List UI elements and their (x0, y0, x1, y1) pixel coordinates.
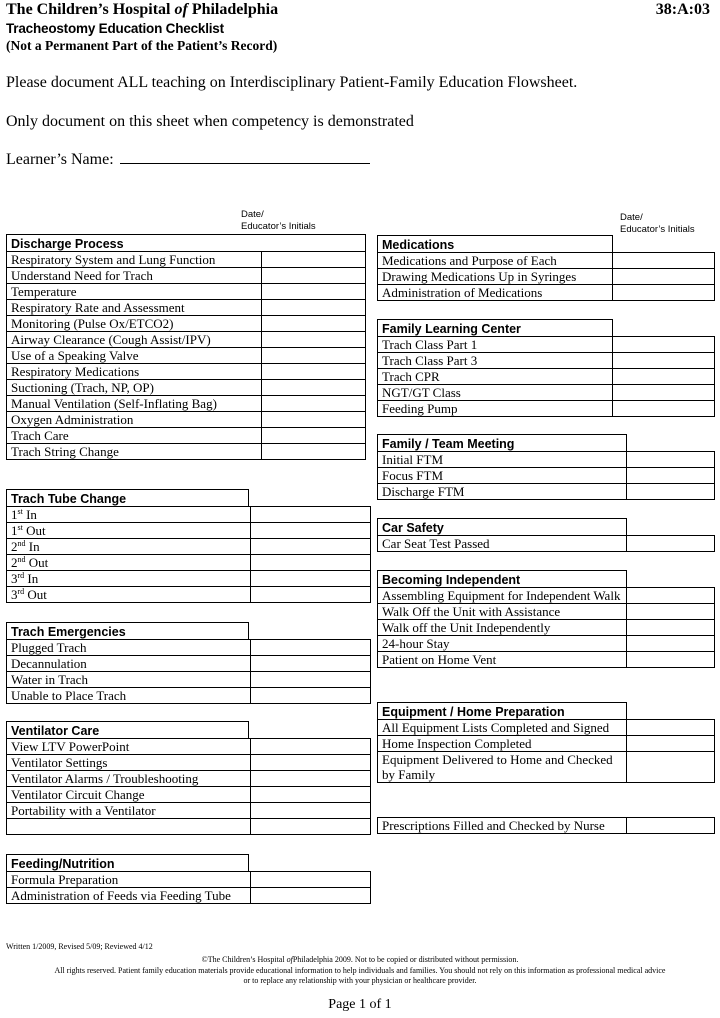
date-initials-cell[interactable] (627, 752, 715, 783)
date-initials-cell[interactable] (251, 787, 371, 803)
feeding-items-table (6, 871, 371, 904)
rights-disclaimer (0, 966, 720, 986)
section-family-team-meeting (377, 434, 715, 500)
checklist-item (7, 252, 262, 268)
date-initials-cell[interactable] (262, 252, 366, 268)
hospital-name (6, 1, 278, 19)
date-initials-cell[interactable] (251, 872, 371, 888)
checklist-item-label: Decannulation (11, 656, 87, 671)
checklist-item-label: Trach Class Part 3 (382, 353, 478, 368)
checklist-item (7, 587, 251, 603)
date-initials-cell[interactable] (613, 269, 715, 285)
checklist-item (7, 771, 251, 787)
emergency-items-table (6, 639, 371, 704)
ordinal-number: 2 (11, 555, 18, 570)
form-subtitle: Tracheostomy Education Checklist (6, 21, 224, 36)
checklist-row (7, 507, 371, 523)
date-initials-cell[interactable] (613, 353, 715, 369)
form-note: (Not a Permanent Part of the Patient’s Record) (6, 38, 278, 53)
checklist-item-label: Home Inspection Completed (382, 736, 532, 751)
ordinal-label: Out (25, 555, 49, 570)
checklist-item (7, 755, 251, 771)
checklist-item-label: Assembling Equipment for Independent Walk (382, 588, 621, 603)
hospital-name-of: of (174, 1, 188, 18)
checklist-item (378, 369, 613, 385)
section-title: Becoming Independent (377, 570, 627, 587)
date-initials-cell[interactable] (627, 720, 715, 736)
checklist-item (378, 452, 627, 468)
date-initials-cell[interactable] (627, 452, 715, 468)
ordinal-suffix: st (17, 507, 23, 516)
checklist-row (7, 300, 366, 316)
checklist-item-label: Discharge FTM (382, 484, 465, 499)
checklist-item-label: Feeding Pump (382, 401, 458, 416)
checklist-row (7, 672, 371, 688)
checklist-item (7, 539, 251, 555)
date-initials-cell[interactable] (627, 636, 715, 652)
checklist-item (7, 268, 262, 284)
checklist-item (7, 364, 262, 380)
date-initials-cell[interactable] (613, 253, 715, 269)
checklist-item-label: Drawing Medications Up in Syringes (382, 269, 577, 284)
checklist-item (378, 385, 613, 401)
checklist-row (7, 284, 366, 300)
checklist-row (378, 604, 715, 620)
column-header-initials: Educator’s Initials (241, 221, 316, 232)
checklist-row (7, 523, 371, 539)
date-initials-cell[interactable] (251, 688, 371, 704)
instruction-competency: Only document on this sheet when competency is demonstrated (6, 113, 414, 130)
checklist-item-label: Trach String Change (11, 444, 119, 459)
column-header-initials: Educator’s Initials (620, 224, 695, 235)
left-column-header (241, 209, 316, 233)
ordinal-label: In (24, 571, 39, 586)
checklist-row (7, 364, 366, 380)
section-title: Trach Emergencies (6, 622, 249, 639)
checklist-item (7, 348, 262, 364)
checklist-item (7, 555, 251, 571)
copyright-of: of (286, 955, 293, 964)
checklist-row (7, 688, 371, 704)
checklist-row (7, 787, 371, 803)
ordinal-label: In (25, 539, 40, 554)
ordinal-number: 3 (11, 571, 18, 586)
checklist-row (378, 752, 715, 783)
checklist-item-label: All Equipment Lists Completed and Signed (382, 720, 610, 735)
date-initials-cell[interactable] (262, 332, 366, 348)
medication-items-table (377, 252, 715, 301)
checklist-row (7, 872, 371, 888)
date-initials-cell[interactable] (627, 736, 715, 752)
checklist-item (7, 412, 262, 428)
checklist-item-label: Ventilator Settings (11, 755, 108, 770)
checklist-row (378, 652, 715, 668)
date-initials-cell[interactable] (613, 369, 715, 385)
checklist-row (7, 803, 371, 819)
checklist-item (7, 640, 251, 656)
section-prescriptions (377, 817, 715, 834)
instruction-document-all: Please document ALL teaching on Interdisciplinary Patient-Family Education Flowsheet. (6, 74, 578, 91)
checklist-row (7, 587, 371, 603)
checklist-item (378, 269, 613, 285)
checklist-row (378, 353, 715, 369)
section-car-safety (377, 518, 715, 552)
checklist-item (378, 353, 613, 369)
checklist-item (378, 484, 627, 500)
checklist-item (378, 588, 627, 604)
checklist-row (7, 640, 371, 656)
date-initials-cell[interactable] (251, 771, 371, 787)
checklist-item-label: Walk Off the Unit with Assistance (382, 604, 561, 619)
page-number: Page 1 of 1 (328, 997, 392, 1012)
checklist-item-label: Temperature (11, 284, 77, 299)
ordinal-number: 1 (11, 523, 18, 538)
learner-name-label: Learner’s Name: (6, 151, 114, 168)
ordinal-number: 3 (11, 587, 18, 602)
checklist-item-label: Portability with a Ventilator (11, 803, 156, 818)
checklist-item (7, 688, 251, 704)
date-initials-cell[interactable] (251, 803, 371, 819)
column-header-date: Date/ (620, 212, 643, 223)
section-family-learning-center (377, 319, 715, 417)
checklist-row (7, 656, 371, 672)
checklist-item (7, 300, 262, 316)
checklist-item (7, 428, 262, 444)
section-becoming-independent (377, 570, 715, 668)
checklist-row (378, 536, 715, 552)
checklist-row (378, 401, 715, 417)
date-initials-cell[interactable] (251, 755, 371, 771)
checklist-item (378, 253, 613, 269)
copyright-part: ©The Children’s Hospital (201, 955, 287, 964)
checklist-item-label: View LTV PowerPoint (11, 739, 130, 754)
checklist-row (7, 539, 371, 555)
checklist-row (378, 385, 715, 401)
section-medications (377, 235, 715, 301)
date-initials-cell[interactable] (251, 507, 371, 523)
checklist-item-label: Trach CPR (382, 369, 440, 384)
checklist-row (378, 369, 715, 385)
checklist-row (7, 444, 366, 460)
checklist-item (378, 720, 627, 736)
ordinal-suffix: nd (17, 555, 26, 564)
checklist-item (7, 332, 262, 348)
checklist-item-label: Trach Class Part 1 (382, 337, 478, 352)
ordinal-label: In (22, 507, 37, 522)
hospital-name-part: Philadelphia (187, 1, 279, 18)
checklist-item-label: Walk off the Unit Independently (382, 620, 551, 635)
checklist-item (378, 620, 627, 636)
team-meeting-items-table (377, 451, 715, 500)
equipment-items-table (377, 719, 715, 783)
date-initials-cell[interactable] (251, 739, 371, 755)
checklist-item (7, 872, 251, 888)
date-initials-cell[interactable] (262, 284, 366, 300)
checklist-row (378, 720, 715, 736)
section-title: Equipment / Home Preparation (377, 702, 627, 719)
disclaimer-line-2: or to replace any relationship with your physician or healthcare provider. (243, 976, 477, 985)
checklist-row (7, 555, 371, 571)
ordinal-suffix: rd (17, 587, 25, 596)
date-initials-cell[interactable] (627, 818, 715, 834)
checklist-item-label (11, 819, 14, 834)
ordinal-label: Out (24, 587, 47, 602)
copyright-part: Philadelphia 2009. Not to be copied or distributed without permission. (292, 955, 519, 964)
section-discharge-process (6, 234, 366, 460)
checklist-item-label: Initial FTM (382, 452, 444, 467)
checklist-item-label: Ventilator Circuit Change (11, 787, 145, 802)
checklist-item-label: Suctioning (Trach, NP, OP) (11, 380, 154, 395)
date-initials-cell[interactable] (262, 364, 366, 380)
checklist-row (378, 285, 715, 301)
checklist-row (7, 771, 371, 787)
section-trach-emergencies (6, 622, 371, 704)
checklist-item (378, 652, 627, 668)
checklist-item (7, 316, 262, 332)
date-initials-cell[interactable] (613, 385, 715, 401)
checklist-item (7, 444, 262, 460)
car-safety-items-table (377, 535, 715, 552)
hospital-name-part: The Children’s Hospital (6, 1, 175, 18)
checklist-row (7, 755, 371, 771)
checklist-item (7, 656, 251, 672)
checklist-item-label: Airway Clearance (Cough Assist/IPV) (11, 332, 211, 347)
checklist-row (7, 396, 366, 412)
checklist-item (7, 571, 251, 587)
checklist-item-label: Equipment Delivered to Home and Checked by Family (382, 752, 613, 782)
ordinal-number: 1 (11, 507, 18, 522)
checklist-row (378, 253, 715, 269)
checklist-item (7, 380, 262, 396)
checklist-item-label: Focus FTM (382, 468, 444, 483)
checklist-item-label: Respiratory Medications (11, 364, 140, 379)
checklist-row (378, 452, 715, 468)
disclaimer-line-1: All rights reserved. Patient family education materials provide educational information to help individuals and families. You should not rely on this information as professional medical advice (54, 966, 666, 975)
date-initials-cell[interactable] (627, 588, 715, 604)
checklist-item (7, 284, 262, 300)
checklist-item (7, 396, 262, 412)
checklist-item-label: Administration of Medications (382, 285, 543, 300)
section-title: Feeding/Nutrition (6, 854, 249, 871)
checklist-item (378, 468, 627, 484)
checklist-item (7, 803, 251, 819)
section-title: Ventilator Care (6, 721, 249, 738)
section-title: Discharge Process (6, 234, 366, 251)
checklist-item-label: Respiratory System and Lung Function (11, 252, 216, 267)
family-learning-items-table (377, 336, 715, 417)
date-initials-cell[interactable] (613, 285, 715, 301)
section-trach-tube-change (6, 489, 371, 603)
date-initials-cell[interactable] (262, 428, 366, 444)
date-initials-cell[interactable] (262, 268, 366, 284)
checklist-item-label: 24-hour Stay (382, 636, 450, 651)
checklist-item-label: Medications and Purpose of Each (382, 253, 557, 268)
checklist-row (7, 428, 366, 444)
checklist-item (378, 818, 627, 834)
independent-items-table (377, 587, 715, 668)
ordinal-number: 2 (11, 539, 18, 554)
checklist-row (7, 819, 371, 835)
date-initials-cell[interactable] (627, 484, 715, 500)
checklist-item-label: Monitoring (Pulse Ox/ETCO2) (11, 316, 174, 331)
ordinal-suffix: rd (17, 571, 25, 580)
section-equipment-home-preparation (377, 702, 715, 783)
checklist-item (378, 401, 613, 417)
checklist-item (378, 636, 627, 652)
checklist-item (378, 337, 613, 353)
date-initials-cell[interactable] (251, 819, 371, 835)
checklist-row (7, 332, 366, 348)
checklist-row (7, 380, 366, 396)
date-initials-cell[interactable] (262, 412, 366, 428)
checklist-row (7, 268, 366, 284)
checklist-row (7, 348, 366, 364)
form-code: 38:A:03 (655, 1, 710, 18)
date-initials-cell[interactable] (251, 523, 371, 539)
checklist-item-label: Car Seat Test Passed (382, 536, 490, 551)
date-initials-cell[interactable] (613, 401, 715, 417)
prescriptions-items-table (377, 817, 715, 834)
ordinal-label: Out (22, 523, 46, 538)
date-initials-cell[interactable] (251, 587, 371, 603)
date-initials-cell[interactable] (262, 300, 366, 316)
checklist-row (7, 316, 366, 332)
checklist-row (378, 636, 715, 652)
section-title: Trach Tube Change (6, 489, 249, 506)
checklist-item-label: Formula Preparation (11, 872, 119, 887)
date-initials-cell[interactable] (251, 656, 371, 672)
date-initials-cell[interactable] (251, 571, 371, 587)
checklist-item-label: Plugged Trach (11, 640, 87, 655)
section-title: Car Safety (377, 518, 627, 535)
date-initials-cell[interactable] (627, 620, 715, 636)
checklist-item (7, 787, 251, 803)
date-initials-cell[interactable] (251, 672, 371, 688)
checklist-item-label: Prescriptions Filled and Checked by Nurse (382, 818, 605, 833)
checklist-row (378, 269, 715, 285)
checklist-item-label: Oxygen Administration (11, 412, 134, 427)
date-initials-cell[interactable] (627, 604, 715, 620)
date-initials-cell[interactable] (613, 337, 715, 353)
checklist-row (378, 620, 715, 636)
checklist-item (7, 888, 251, 904)
checklist-item (7, 672, 251, 688)
date-initials-cell[interactable] (627, 468, 715, 484)
checklist-item (7, 819, 251, 835)
checklist-item-label: Patient on Home Vent (382, 652, 497, 667)
ordinal-suffix: st (17, 523, 23, 532)
date-initials-cell[interactable] (262, 444, 366, 460)
checklist-row (7, 739, 371, 755)
checklist-row (7, 571, 371, 587)
checklist-item-label: Unable to Place Trach (11, 688, 127, 703)
checklist-row (378, 588, 715, 604)
copyright-line (0, 955, 720, 964)
checklist-row (7, 412, 366, 428)
checklist-item (378, 752, 627, 783)
learner-name-row (6, 150, 370, 169)
checklist-item-label: Administration of Feeds via Feeding Tube (11, 888, 231, 903)
checklist-item (378, 736, 627, 752)
checklist-row (378, 468, 715, 484)
checklist-item-label: Manual Ventilation (Self-Inflating Bag) (11, 396, 217, 411)
checklist-row (7, 252, 366, 268)
ordinal-suffix: nd (17, 539, 26, 548)
checklist-item (378, 604, 627, 620)
checklist-item (7, 523, 251, 539)
date-initials-cell[interactable] (627, 652, 715, 668)
date-initials-cell[interactable] (262, 396, 366, 412)
checklist-item (378, 285, 613, 301)
trach-tube-items-table (6, 506, 371, 603)
checklist-item (7, 739, 251, 755)
right-column-header (620, 212, 695, 236)
checklist-item-label: Water in Trach (11, 672, 88, 687)
checklist-row (378, 337, 715, 353)
section-ventilator-care (6, 721, 371, 835)
checklist-item-label: Respiratory Rate and Assessment (11, 300, 185, 315)
date-initials-cell[interactable] (262, 380, 366, 396)
checklist-row (7, 888, 371, 904)
section-title: Medications (377, 235, 613, 252)
learner-name-field[interactable] (120, 150, 370, 164)
checklist-item-label: Use of a Speaking Valve (11, 348, 139, 363)
checklist-row (378, 484, 715, 500)
ventilator-items-table (6, 738, 371, 835)
date-initials-cell[interactable] (251, 555, 371, 571)
column-header-date: Date/ (241, 209, 264, 220)
date-initials-cell[interactable] (251, 640, 371, 656)
section-title: Family / Team Meeting (377, 434, 627, 451)
revision-note: Written 1/2009, Revised 5/09; Reviewed 4/12 (6, 942, 153, 951)
checklist-item-label: Ventilator Alarms / Troubleshooting (11, 771, 199, 786)
checklist-row (378, 818, 715, 834)
checklist-item-label: NGT/GT Class (382, 385, 461, 400)
date-initials-cell[interactable] (262, 348, 366, 364)
checklist-item (378, 536, 627, 552)
checklist-item-label: Trach Care (11, 428, 69, 443)
section-feeding-nutrition (6, 854, 371, 904)
checklist-item (7, 507, 251, 523)
date-initials-cell[interactable] (627, 536, 715, 552)
section-title: Family Learning Center (377, 319, 613, 336)
discharge-items-table (6, 251, 366, 460)
date-initials-cell[interactable] (262, 316, 366, 332)
date-initials-cell[interactable] (251, 888, 371, 904)
checklist-item-label: Understand Need for Trach (11, 268, 153, 283)
checklist-row (378, 736, 715, 752)
date-initials-cell[interactable] (251, 539, 371, 555)
